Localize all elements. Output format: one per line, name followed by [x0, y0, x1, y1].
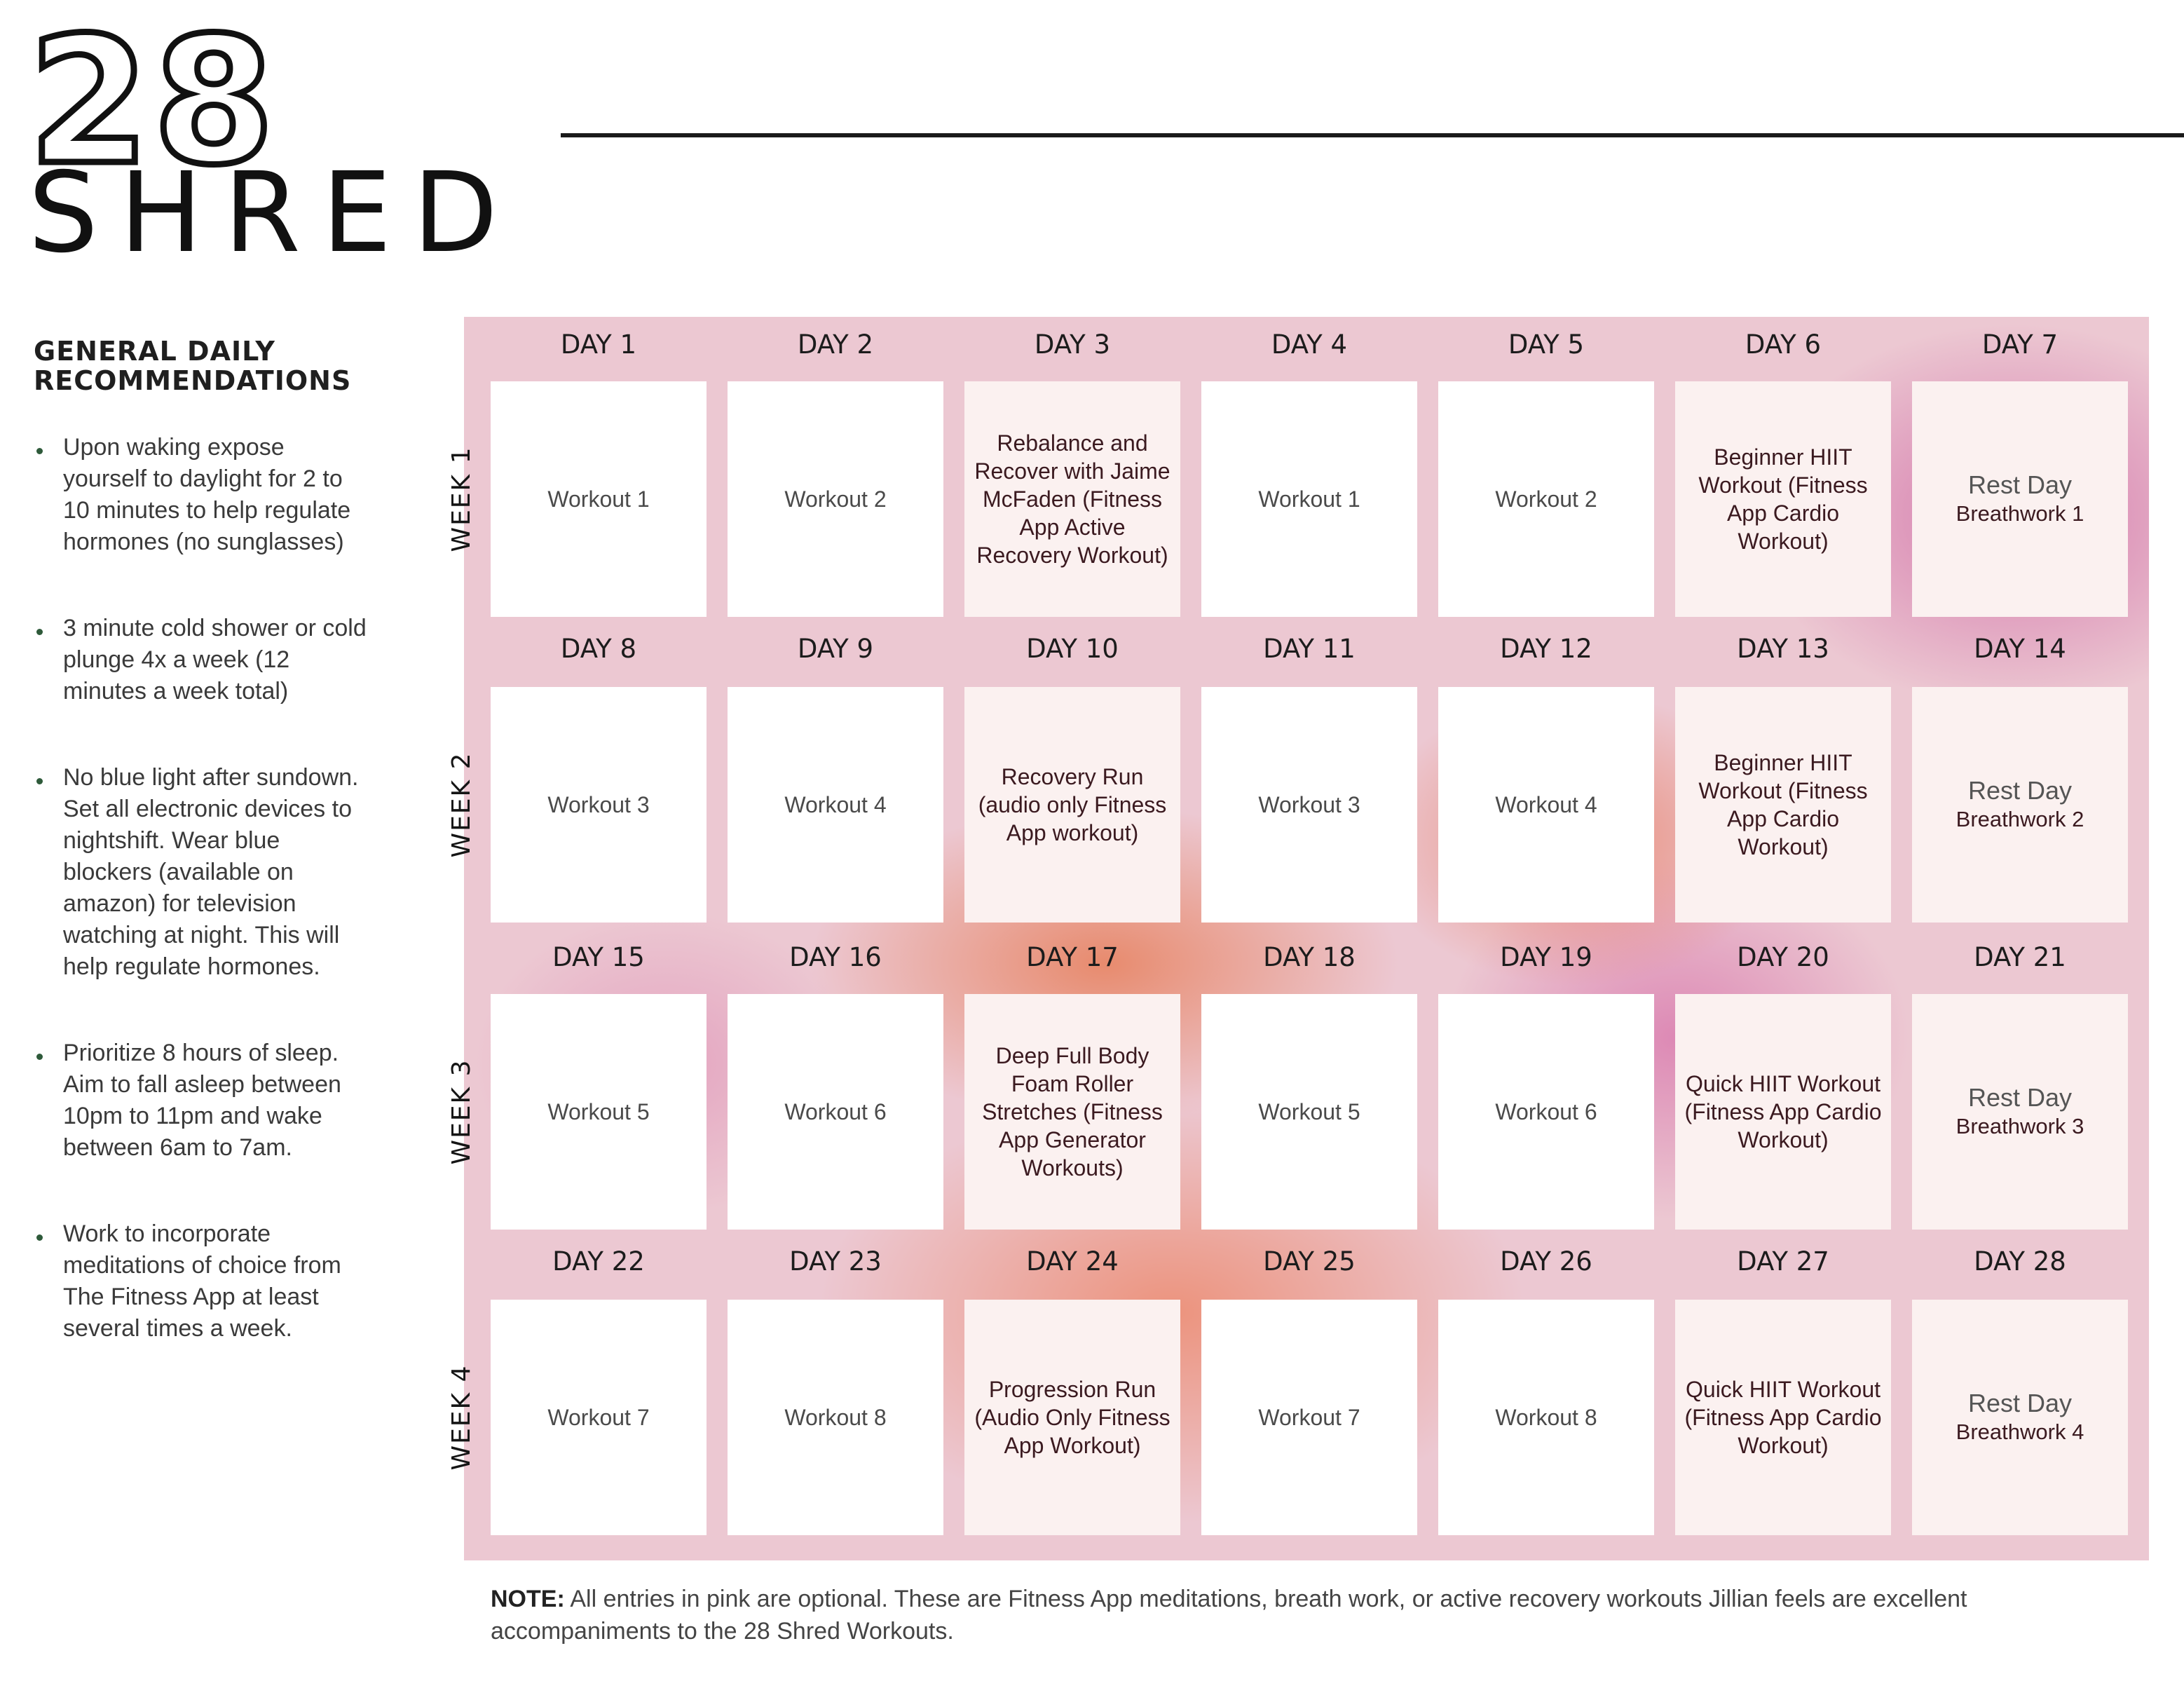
day-header: DAY 10 [1026, 634, 1119, 664]
day-header: DAY 3 [1034, 329, 1111, 360]
day-activity [1956, 1083, 2084, 1141]
day-activity [1956, 1389, 2084, 1446]
header-rule [561, 133, 2184, 137]
day-activity: Workout 7 [1258, 1405, 1360, 1430]
day-cell [1201, 687, 1417, 923]
day-cell [964, 1300, 1180, 1535]
breathwork-label: Breathwork 4 [1956, 1420, 2084, 1444]
day-cell [1912, 381, 2128, 617]
rest-day-title: Rest Day [1967, 470, 2073, 499]
day-activity: Workout 8 [1495, 1405, 1597, 1430]
day-cell [1201, 1300, 1417, 1535]
day-header: DAY 11 [1263, 634, 1356, 664]
day-activity: Workout 5 [547, 1099, 650, 1124]
day-header: DAY 2 [797, 329, 874, 360]
week-label: WEEK 2 [447, 751, 476, 858]
day-header: DAY 12 [1500, 634, 1592, 664]
day-activity: Workout 3 [1258, 792, 1360, 817]
day-activity [1956, 776, 2084, 833]
day-header: DAY 21 [1974, 942, 2066, 972]
rest-day-title: Rest Day [1967, 1083, 2073, 1112]
recommendations-list [34, 432, 370, 1345]
day-activity: Workout 6 [784, 1099, 887, 1124]
day-cell [1675, 994, 1891, 1230]
recommendation-item: Work to incorporate meditations of choice from The Fitness App at least several times a week. [34, 1218, 371, 1345]
day-cell [964, 381, 1180, 617]
day-header: DAY 28 [1974, 1246, 2066, 1277]
day-header: DAY 15 [552, 942, 645, 972]
recommendation-item: 3 minute cold shower or cold plunge 4x a week (12 minutes a week total) [34, 613, 371, 707]
day-activity: Workout 3 [547, 792, 650, 817]
rest-day-title: Rest Day [1967, 1389, 2073, 1417]
recommendation-item: No blue light after sundown. Set all electronic devices to nightshift. Wear blue blockers (available on amazon) for television watching at night. This will help regulate hormones. [34, 762, 371, 983]
day-activity: Workout 5 [1258, 1099, 1360, 1124]
day-header: DAY 9 [797, 634, 874, 664]
day-activity: Deep Full Body Foam Roller Stretches (Fitness App Generator Workouts) [982, 1043, 1163, 1180]
breathwork-label: Breathwork 1 [1956, 501, 2084, 526]
day-cell [1201, 994, 1417, 1230]
day-header: DAY 22 [552, 1246, 645, 1277]
note-text: All entries in pink are optional. These are Fitness App meditations, breath work, or active recovery workouts Jillian feels are excellent accompaniments to the 28 Shred Workouts. [491, 1586, 1967, 1645]
day-header: DAY 13 [1737, 634, 1829, 664]
day-cell [1912, 687, 2128, 923]
day-header: DAY 19 [1500, 942, 1592, 972]
day-activity: Quick HIIT Workout (Fitness App Cardio Workout) [1684, 1377, 1882, 1458]
day-cell [1201, 381, 1417, 617]
day-cell [728, 1300, 943, 1535]
day-header: DAY 24 [1026, 1246, 1119, 1277]
day-activity: Quick HIIT Workout (Fitness App Cardio Workout) [1684, 1071, 1882, 1152]
day-activity: Progression Run (Audio Only Fitness App Workout) [974, 1377, 1171, 1458]
day-header: DAY 27 [1737, 1246, 1829, 1277]
day-cell [491, 381, 707, 617]
day-header: DAY 6 [1745, 329, 1822, 360]
day-cell [728, 687, 943, 923]
footer-note [491, 1583, 2145, 1647]
day-cell [1675, 381, 1891, 617]
day-cell [1675, 687, 1891, 923]
day-header: DAY 14 [1974, 634, 2066, 664]
note-label: NOTE: [491, 1586, 565, 1612]
day-cell [1438, 687, 1654, 923]
breathwork-label: Breathwork 3 [1956, 1114, 2084, 1138]
breathwork-label: Breathwork 2 [1956, 807, 2084, 831]
calendar-board [447, 317, 2149, 1560]
day-header: DAY 5 [1508, 329, 1585, 360]
day-activity: Workout 2 [1495, 486, 1597, 512]
day-cell [1912, 994, 2128, 1230]
day-activity: Workout 1 [547, 486, 650, 512]
day-activity: Beginner HIIT Workout (Fitness App Cardio Workout) [1698, 444, 1868, 554]
day-header: DAY 25 [1263, 1246, 1356, 1277]
day-header: DAY 17 [1026, 942, 1119, 972]
day-header: DAY 4 [1271, 329, 1348, 360]
day-activity: Workout 7 [547, 1405, 650, 1430]
day-activity: Workout 6 [1495, 1099, 1597, 1124]
day-activity: Beginner HIIT Workout (Fitness App Cardio Workout) [1698, 750, 1868, 859]
day-activity: Workout 4 [784, 792, 887, 817]
recommendation-item: Prioritize 8 hours of sleep. Aim to fall asleep between 10pm to 11pm and wake between 6am to 7am. [34, 1037, 371, 1164]
day-header: DAY 16 [789, 942, 882, 972]
day-activity: Workout 4 [1495, 792, 1597, 817]
recommendation-item: Upon waking expose yourself to daylight for 2 to 10 minutes to help regulate hormones (no sunglasses) [34, 432, 371, 558]
logo-word: SHRED [28, 149, 519, 278]
day-header: DAY 7 [1981, 329, 2059, 360]
day-header: DAY 8 [560, 634, 637, 664]
day-header: DAY 26 [1500, 1246, 1592, 1277]
day-cell [1912, 1300, 2128, 1535]
week-label: WEEK 3 [447, 1059, 476, 1165]
day-cell [491, 687, 707, 923]
week-label: WEEK 1 [447, 446, 476, 552]
day-activity: Workout 8 [784, 1405, 887, 1430]
day-header: DAY 1 [560, 329, 637, 360]
recommendations-title: GENERAL DAILY RECOMMENDATIONS [34, 336, 352, 396]
day-cell [1675, 1300, 1891, 1535]
day-activity: Recovery Run (audio only Fitness App workout) [978, 764, 1167, 845]
day-header: DAY 18 [1263, 942, 1356, 972]
day-cell [728, 381, 943, 617]
day-header: DAY 23 [789, 1246, 882, 1277]
day-cell [1438, 994, 1654, 1230]
day-cell [491, 1300, 707, 1535]
day-cell [491, 994, 707, 1230]
day-activity: Workout 1 [1258, 486, 1360, 512]
day-header: DAY 20 [1737, 942, 1829, 972]
logo-number: 28 [28, 0, 278, 203]
day-cell [964, 994, 1180, 1230]
day-cell [728, 994, 943, 1230]
day-cell [1438, 1300, 1654, 1535]
week-label: WEEK 4 [447, 1364, 476, 1471]
day-activity [1956, 470, 2084, 528]
day-cell [964, 687, 1180, 923]
day-cell [1438, 381, 1654, 617]
day-activity: Workout 2 [784, 486, 887, 512]
day-activity: Rebalance and Recover with Jaime McFaden (Fitness App Active Recovery Workout) [974, 430, 1171, 568]
recommendations-sidebar [34, 336, 370, 1399]
rest-day-title: Rest Day [1967, 776, 2073, 805]
